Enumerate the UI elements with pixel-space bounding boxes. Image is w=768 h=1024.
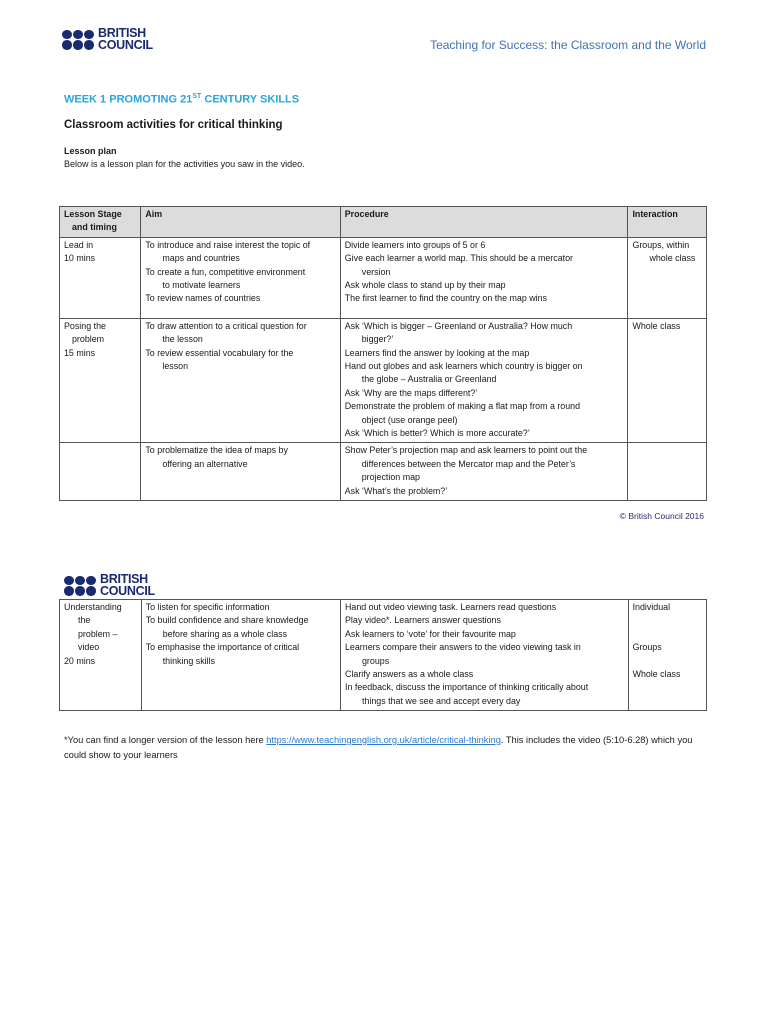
- procedure-line: object (use orange peel): [361, 414, 458, 425]
- aim-line: To review essential vocabulary for the: [145, 347, 294, 358]
- aim-line: To create a fun, competitive environment: [145, 266, 306, 277]
- header-aim: Aim: [141, 207, 340, 238]
- procedure-line: The first learner to find the country on the map wins: [344, 293, 548, 304]
- logo-line1: BRITISH: [98, 26, 146, 40]
- table-row: [60, 443, 707, 501]
- table-row: [60, 318, 707, 443]
- procedure-line: Ask ‘Which is bigger – Greenland or Australia? How much: [344, 320, 573, 331]
- procedure-cell: [341, 600, 629, 711]
- procedure-line: Play video*. Learners answer questions: [345, 615, 501, 626]
- aim-line: To introduce and raise interest the topic of: [145, 239, 311, 250]
- stage-line: 20 mins: [64, 655, 96, 666]
- logo-line1: BRITISH: [100, 572, 148, 586]
- procedure-line: Hand out video viewing task. Learners read questions: [345, 602, 557, 612]
- stage-line: problem: [72, 334, 105, 345]
- header-title: Teaching for Success: the Classroom and the World: [430, 38, 706, 52]
- procedure-line: groups: [362, 655, 390, 666]
- stage-cell: [60, 318, 141, 443]
- aim-line: the lesson: [162, 334, 203, 345]
- aim-cell: [141, 600, 340, 711]
- aim-line: offering an alternative: [162, 458, 248, 469]
- procedure-line: Learners compare their answers to the video viewing task in: [345, 642, 581, 653]
- procedure-line: Learners find the answer by looking at the map: [344, 347, 530, 358]
- table-row: [60, 237, 707, 318]
- aim-line: To listen for specific information: [145, 602, 270, 612]
- header-interaction: Interaction: [628, 207, 707, 238]
- interaction-line: Whole class: [632, 669, 681, 680]
- footnote-before: *You can find a longer version of the lesson here: [64, 735, 267, 745]
- aim-cell: [141, 318, 340, 443]
- british-council-logo: [62, 28, 153, 51]
- procedure-line: version: [361, 266, 391, 277]
- stage-cell: [60, 443, 141, 501]
- stage-line: Understanding: [64, 602, 122, 612]
- header-procedure: Procedure: [340, 207, 628, 238]
- interaction-spacer: [633, 655, 702, 668]
- interaction-line: Whole class: [632, 320, 681, 331]
- copyright-text: © British Council 2016: [619, 511, 704, 521]
- stage-line: the: [78, 615, 91, 626]
- aim-line: before sharing as a whole class: [162, 628, 288, 639]
- interaction-line: whole class: [649, 253, 696, 264]
- lesson-plan-table: [59, 206, 707, 501]
- aim-line: To draw attention to a critical question for: [145, 320, 307, 331]
- logo-line2: COUNCIL: [98, 37, 153, 52]
- procedure-line: the globe – Australia or Greenland: [361, 374, 497, 385]
- interaction-cell: [628, 237, 707, 318]
- interaction-line: Groups: [632, 642, 662, 653]
- footnote-after: . This includes the video (5:10-6.28) which you could show to your learners: [64, 735, 693, 760]
- interaction-spacer: [633, 614, 702, 627]
- procedure-cell: [340, 443, 628, 501]
- logo-line2: COUNCIL: [100, 583, 155, 598]
- stage-cell: [60, 237, 141, 318]
- procedure-cell: [340, 237, 628, 318]
- lesson-plan-label: Lesson plan: [64, 146, 117, 156]
- aim-cell: [141, 237, 340, 318]
- aim-line: To review names of countries: [145, 293, 261, 304]
- aim-line: thinking skills: [162, 655, 215, 666]
- aim-cell: [141, 443, 340, 501]
- procedure-line: Ask ‘Which is better? Which is more accurate?’: [344, 428, 530, 439]
- procedure-cell: [340, 318, 628, 443]
- procedure-line: Demonstrate the problem of making a flat map from a round: [344, 401, 581, 412]
- procedure-line: Ask ‘Why are the maps different?’: [344, 387, 478, 398]
- procedure-line: Ask learners to ‘vote’ for their favourite map: [345, 628, 516, 639]
- critical-thinking-link[interactable]: https://www.teachingenglish.org.uk/article/critical-thinking: [266, 735, 501, 745]
- table-row: [60, 600, 707, 711]
- logo-dots-icon: [62, 30, 94, 50]
- procedure-line: Show Peter’s projection map and ask learners to point out the: [344, 445, 588, 456]
- lesson-plan-table-continued: [59, 599, 707, 711]
- interaction-line: Groups, within: [632, 239, 690, 250]
- footnote: [64, 733, 714, 763]
- procedure-line: Ask whole class to stand up by their map: [344, 280, 506, 291]
- british-council-logo-page2: [64, 574, 155, 597]
- aim-line: To build confidence and share knowledge: [145, 615, 309, 626]
- procedure-line: Ask ‘What’s the problem?’: [344, 485, 448, 496]
- week-suffix: CENTURY SKILLS: [201, 93, 300, 106]
- header-stage-line2: and timing: [72, 222, 117, 233]
- procedure-line: In feedback, discuss the importance of thinking critically about: [345, 682, 589, 693]
- procedure-line: things that we see and accept every day: [362, 695, 521, 706]
- week-sup: ST: [192, 93, 202, 100]
- header-stage-line1: Lesson Stage: [64, 209, 122, 219]
- interaction-cell: [628, 318, 707, 443]
- procedure-line: Hand out globes and ask learners which country is bigger on: [344, 361, 583, 372]
- aim-line: maps and countries: [162, 253, 240, 264]
- stage-cell: [60, 600, 142, 711]
- stage-line: 10 mins: [64, 253, 96, 264]
- procedure-line: bigger?’: [361, 334, 394, 345]
- aim-line: lesson: [162, 361, 189, 372]
- interaction-line: Individual: [632, 602, 671, 612]
- lesson-plan-text: Below is a lesson plan for the activities you saw in the video.: [64, 159, 305, 169]
- page-subtitle: Classroom activities for critical thinking: [64, 119, 283, 131]
- table-header-row: [60, 207, 707, 238]
- interaction-spacer: [633, 628, 702, 641]
- stage-line: video: [78, 642, 100, 653]
- week-heading: [64, 93, 299, 106]
- procedure-line: Give each learner a world map. This should be a mercator: [344, 253, 573, 264]
- interaction-cell: [628, 600, 706, 711]
- header-stage: [60, 207, 141, 238]
- logo-dots-icon: [64, 576, 96, 596]
- procedure-line: Divide learners into groups of 5 or 6: [344, 239, 486, 250]
- stage-line: problem –: [78, 628, 118, 639]
- procedure-line: differences between the Mercator map and the Peter’s: [361, 458, 576, 469]
- stage-line: 15 mins: [64, 347, 96, 358]
- aim-line: To emphasise the importance of critical: [145, 642, 300, 653]
- procedure-line: Clarify answers as a whole class: [345, 669, 474, 680]
- interaction-cell: [628, 443, 707, 501]
- week-prefix: WEEK 1 PROMOTING 21: [64, 93, 193, 106]
- aim-line: to motivate learners: [162, 280, 241, 291]
- procedure-line: projection map: [361, 472, 420, 483]
- aim-line: To problematize the idea of maps by: [145, 445, 288, 456]
- stage-line: Lead in: [64, 239, 94, 250]
- stage-line: Posing the: [64, 320, 106, 331]
